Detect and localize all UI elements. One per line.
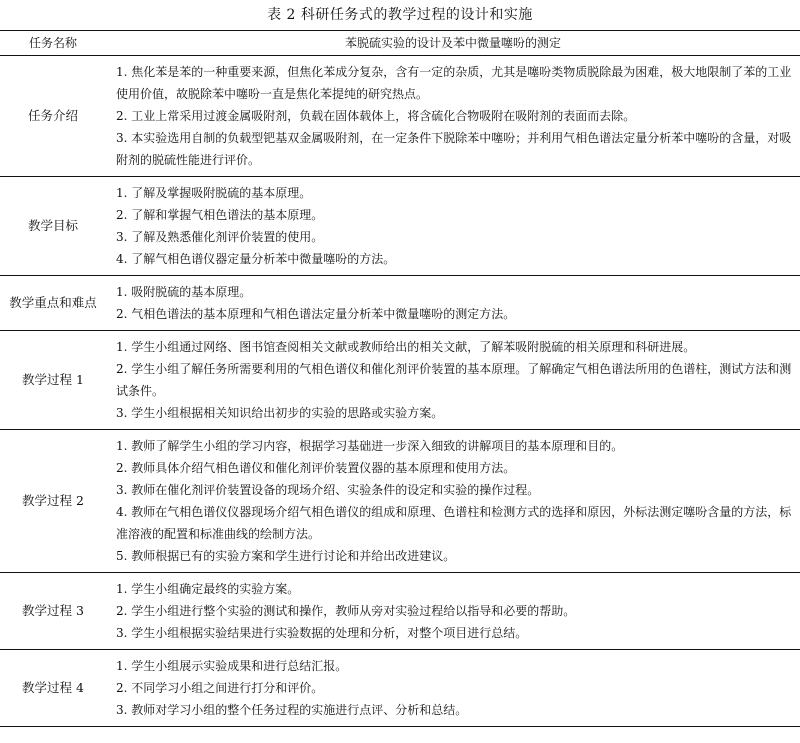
row-content: [106, 331, 800, 430]
list-item: 3. 教师在催化剂评价装置设备的现场介绍、实验条件的设定和实验的操作过程。: [116, 483, 540, 497]
row-name: 教学目标: [0, 177, 106, 276]
table-row: [0, 650, 800, 727]
list-item: 3. 学生小组根据实验结果进行实验数据的处理和分析，对整个项目进行总结。: [116, 626, 528, 640]
list-item: 1. 焦化苯是苯的一种重要来源，但焦化苯成分复杂，含有一定的杂质，尤其是噻吩类物质脱除最为困难，极大地限制了苯的工业使用价值，故脱除苯中噻吩一直是焦化苯提纯的研究热点。: [116, 65, 792, 101]
list-item: 3. 了解及熟悉催化剂评价装置的使用。: [116, 230, 324, 244]
row-name: 任务介绍: [0, 56, 106, 177]
row-name: 教学过程 1: [0, 331, 106, 430]
list-item: 3. 本实验选用自制的负载型钯基双金属吸附剂，在一定条件下脱除苯中噻吩；并利用气相色谱法定量分析苯中噻吩的含量，对吸附剂的脱硫性能进行评价。: [116, 131, 792, 167]
list-item: 2. 教师具体介绍气相色谱仪和催化剂评价装置仪器的基本原理和使用方法。: [116, 461, 516, 475]
table-row: [0, 430, 800, 573]
list-item: 1. 了解及掌握吸附脱硫的基本原理。: [116, 186, 312, 200]
list-item: 1. 学生小组确定最终的实验方案。: [116, 582, 300, 596]
table-row: [0, 573, 800, 650]
table-row: [0, 177, 800, 276]
table-row: [0, 276, 800, 331]
list-item: 3. 学生小组根据相关知识给出初步的实验的思路或实验方案。: [116, 406, 444, 420]
row-content: [106, 573, 800, 650]
list-item: 4. 教师在气相色谱仪仪器现场介绍气相色谱仪的组成和原理、色谱柱和检测方式的选择和原因，外标法测定噻吩含量的方法，标准溶液的配置和标准曲线的绘制方法。: [116, 505, 792, 541]
row-name: 教学过程 4: [0, 650, 106, 727]
table-header-row: [0, 31, 800, 56]
row-content: [106, 430, 800, 573]
row-name: 教学过程 3: [0, 573, 106, 650]
row-content: [106, 276, 800, 331]
row-content: [106, 56, 800, 177]
row-content: [106, 177, 800, 276]
header-task-title: 苯脱硫实验的设计及苯中微量噻吩的测定: [106, 31, 800, 56]
header-task-name: 任务名称: [0, 31, 106, 56]
list-item: 1. 教师了解学生小组的学习内容，根据学习基础进一步深入细致的讲解项目的基本原理和目的。: [116, 439, 624, 453]
table-caption: 表 2 科研任务式的教学过程的设计和实施: [267, 7, 533, 23]
list-item: 2. 不同学习小组之间进行打分和评价。: [116, 681, 324, 695]
list-item: 1. 学生小组通过网络、图书馆查阅相关文献或教师给出的相关文献，了解苯吸附脱硫的相关原理和科研进展。: [116, 340, 696, 354]
row-content: [106, 650, 800, 727]
row-name: 教学重点和难点: [0, 276, 106, 331]
list-item: 2. 学生小组进行整个实验的测试和操作，教师从旁对实验过程给以指导和必要的帮助。: [116, 604, 576, 618]
list-item: 2. 了解和掌握气相色谱法的基本原理。: [116, 208, 324, 222]
table-row: [0, 331, 800, 430]
list-item: 1. 吸附脱硫的基本原理。: [116, 285, 252, 299]
list-item: 4. 了解气相色谱仪器定量分析苯中微量噻吩的方法。: [116, 252, 396, 266]
list-item: 2. 工业上常采用过渡金属吸附剂，负载在固体载体上，将含硫化合物吸附在吸附剂的表面而去除。: [116, 109, 636, 123]
list-item: 5. 教师根据已有的实验方案和学生进行讨论和并给出改进建议。: [116, 549, 456, 563]
list-item: 2. 气相色谱法的基本原理和气相色谱法定量分析苯中微量噻吩的测定方法。: [116, 307, 516, 321]
row-name: 教学过程 2: [0, 430, 106, 573]
table-row: [0, 56, 800, 177]
list-item: 1. 学生小组展示实验成果和进行总结汇报。: [116, 659, 348, 673]
list-item: 3. 教师对学习小组的整个任务过程的实施进行点评、分析和总结。: [116, 703, 468, 717]
task-design-table: [0, 30, 800, 727]
list-item: 2. 学生小组了解任务所需要利用的气相色谱仪和催化剂评价装置的基本原理。了解确定气相色谱法所用的色谱柱，测试方法和测试条件。: [116, 362, 792, 398]
